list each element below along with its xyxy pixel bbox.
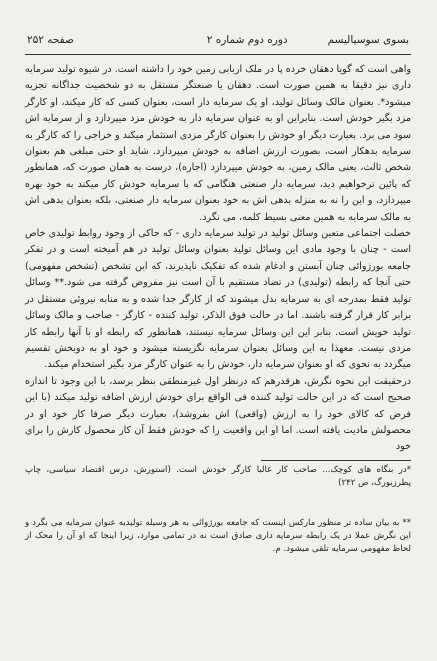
header-divider bbox=[25, 54, 411, 55]
footnote-1: *در بنگاه های کوچک... صاحب کار غالبا کارگر خودش است. (استورش، درس اقتصاد سیاسی، چاپ پطرزبورگ، ص ۲۴۲) bbox=[25, 464, 411, 489]
paragraph-1: واهی است که گویا دهقان خرده پا در ملک اربابی زمین خود را داشته است. در شیوه تولید سرمایه داری نیز دقیقا به همین صورت است. دهقان یا صنعتگر مستقل به دو شخصیت جداگانه تجزیه میشود*. بعنوان مالک وسائل تولید، او یک سرمایه دار است، بعنوان کسی که کار میکند، او کارگر مزد بگیر خودش است. بنابراین او به عنوان سرمایه دار به خودش مزد میپردازد و از سرمایه اش سود می برد. بعبارت دیگر او خودش را بعنوان کارگر مزدی استثمار میکند و خراجی را که کارگر به سرمایه بدهکار است، بصورت ارزش اضافه به خودش میپردازد. شاید او حتی مبلغی هم بعنوان شخص ثالث، یعنی مالک زمین، به خودش میپردازد (اجاره)، درست به همان صورت که، همانطور که پائین ترخواهیم دید، سرمایه دار صنعتی هنگامی که با سرمایه خودش کار میکند به خود بهره میپردازد، و این را نه به منزله بدهی اش به خود بعنوان سرمایه دار صنعتی، بلکه بعنوان بدهی اش به مالک سرمایه به همین معنی بسیط کلمه، می نگرد. bbox=[25, 64, 411, 223]
page-number: صفحه ۲۵۲ bbox=[27, 34, 74, 46]
footnote-divider bbox=[261, 460, 411, 461]
journal-title: بسوی سوسیالیسم bbox=[327, 34, 409, 46]
paragraph-3: درحقیقت این نحوه نگرش، هرقدرهم که درنظر اول غیرمنطقی بنظر برسد، با این وجود تا اندازه صحیح است که در این حالت تولید کننده فی الواقع برای خودش ارزش اضافه تولید میکند (با این فرض که کالای خود را به ارزش (واقعی) اش بفروشد)، بعبارت دیگر صرفا کار خود او در محصولش مادیت یافته است. اما او این واقعیت را که خودش فقط آن کار محصول کارش را برای خود bbox=[25, 375, 411, 453]
footnote-spacer bbox=[25, 491, 411, 517]
issue-label: دوره دوم شماره ۲ bbox=[206, 34, 288, 46]
body-text bbox=[25, 62, 411, 456]
footnotes bbox=[25, 464, 411, 557]
footnote-2: ** به بیان ساده تر منظور مارکس اینست که جامعه بورژوائی به هر وسیله تولیدیه عنوان سرمایه می نگرد و این نگرش عملا در یک رابطه سرمایه داری صادق است نه در تمامی موارد، زیرا اینجا که او آن را محک از لحاظ مفهومی سرمایه تلقی میشود. م. bbox=[25, 517, 411, 555]
page-header bbox=[25, 32, 411, 52]
paragraph-2: خصلت اجتماعی متعین وسائل تولید در تولید سرمایه داری - که حاکی از وجود روابط تولیدی خاص است - چنان با وجود مادی این وسائل تولید بعنوان وسائل تولید در هم آمیخته است و در تفکر جامعه بورژوائی چنان آبستن و ادغام شده که تفکیک ناپذیرند، که این تشخص (تشخص مفهومی) حتی آنجا که رابطه (تولیدی) در تضاد مستقیم با آن است نیز مفروض گرفته می شود.** وسائل تولید فقط بمدرجه ای به سرمایه بدل میشوند که از کارگر جدا شده و به منابه نیروئی مستقل در برابر کار قرار گرفته باشند. اما در حالت فوق الذکر، تولید کننده - کارگر - صاحب و مالک وسائل تولید خویش است. بنابر این این وسائل سرمایه نیستند، همانطور که رابطه او با آنها رابطه کار مزدی نیست. معهذا به این وسائل بعنوان سرمایه نگریسته میشود و خود او به دوبخش تقسیم میگردد به نحوی که او بعنوان سرمایه دار، خودش را به عنوان کارگر مزد بگیر استخدام میکند. bbox=[25, 228, 411, 371]
